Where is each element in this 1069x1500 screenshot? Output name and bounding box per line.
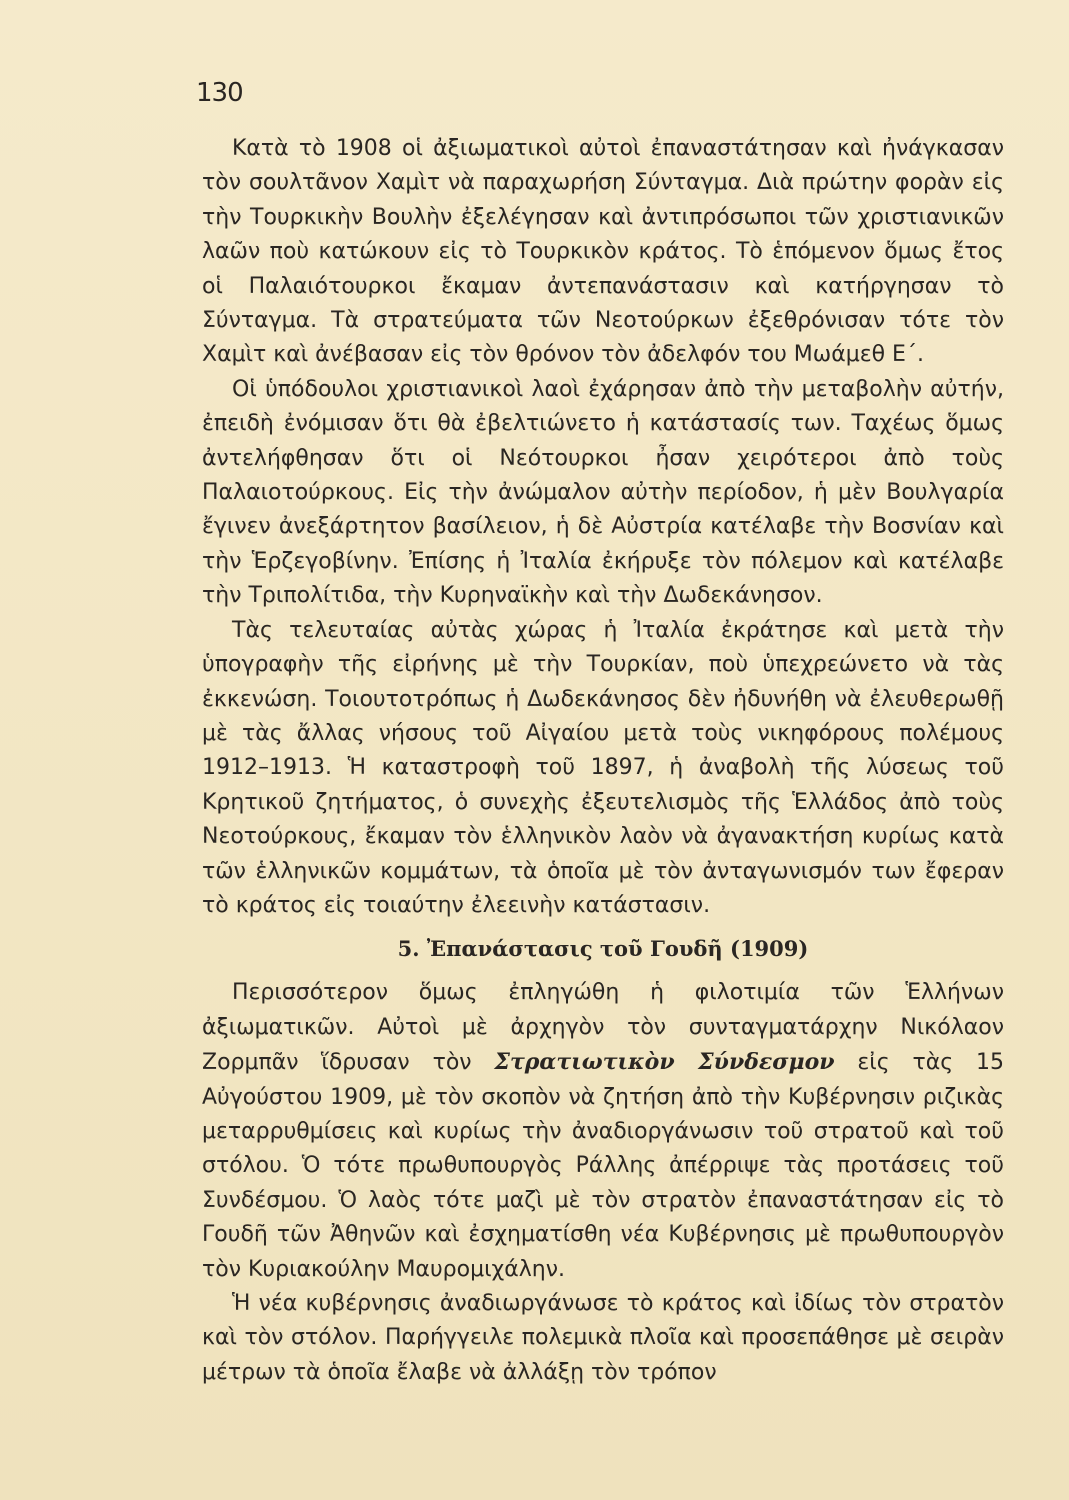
emphasized-term: Στρατιωτικὸν Σύνδεσμον bbox=[494, 1049, 835, 1076]
page-number: 130 bbox=[196, 78, 243, 108]
paragraph-4-start: Περισσότερον ὅμως ἐπληγώθη ἡ φιλοτιμία τῶν Ἑλλήνων ἀξιωματικῶν. Αὐτοὶ μὲ ἀρχηγὸν τὸν συνταγματάρχην Νικόλαον Ζορμπᾶν ἵδρυσαν τὸν bbox=[202, 980, 1004, 1076]
paragraph-4 bbox=[202, 976, 1004, 1287]
page-body bbox=[202, 132, 1004, 1390]
paragraph-2: Οἱ ὑπόδουλοι χριστιανικοὶ λαοὶ ἐχάρησαν ἀπὸ τὴν μεταβολὴν αὐτήν, ἐπειδὴ ἐνόμισαν ὅτι θὰ ἐβελτιώνετο ἡ κατάστασίς των. Ταχέως ὅμως ἀντελήφθησαν ὅτι οἱ Νεότουρκοι ἦσαν χειρότεροι ἀπὸ τοὺς Παλαιοτούρκους. Εἰς τὴν ἀνώμαλον αὐτὴν περίοδον, ἡ μὲν Βουλγαρία ἔγινεν ἀνεξάρτητον βασίλειον, ἡ δὲ Αὐστρία κατέλαβε τὴν Βοσνίαν καὶ τὴν Ἑρζεγοβίνην. Ἐπίσης ἡ Ἰταλία ἐκήρυξε τὸν πόλεμον καὶ κατέλαβε τὴν Τριπολίτιδα, τὴν Κυρηναϊκὴν καὶ τὴν Δωδεκάνησον. bbox=[202, 376, 1004, 609]
paragraph-1: Κατὰ τὸ 1908 οἱ ἀξιωματικοὶ αὐτοὶ ἐπαναστάτησαν καὶ ἠνάγκασαν τὸν σουλτᾶνον Χαμὶτ νὰ παραχωρήση Σύνταγμα. Διὰ πρώτην φορὰν εἰς τὴν Τουρκικὴν Βουλὴν ἐξελέγησαν καὶ ἀντιπρόσωποι τῶν χριστιανικῶν λαῶν ποὺ κατώκουν εἰς τὸ Τουρκικὸν κράτος. Τὸ ἑπόμενον ὅμως ἔτος οἱ Παλαιότουρκοι ἔκαμαν ἀντεπανάστασιν καὶ κατήργησαν τὸ Σύνταγμα. Τὰ στρατεύματα τῶν Νεοτούρκων ἐξεθρόνισαν τότε τὸν Χαμὶτ καὶ ἀνέβασαν εἰς τὸν θρόνον τὸν ἀδελφόν του Μωάμεθ Ε΄. bbox=[202, 136, 1004, 368]
section-heading: 5. Ἐπανάστασις τοῦ Γουδῆ (1909) bbox=[397, 936, 809, 962]
paragraph-5: Ἡ νέα κυβέρνησις ἀναδιωργάνωσε τὸ κράτος καὶ ἰδίως τὸν στρατὸν καὶ τὸν στόλον. Παρήγγειλε πολεμικὰ πλοῖα καὶ προσεπάθησε μὲ σειρὰν μέτρων τὰ ὁποῖα ἔλαβε νὰ ἀλλάξῃ τὸν τρόπον bbox=[202, 1291, 1004, 1385]
paragraph-3: Τὰς τελευταίας αὐτὰς χώρας ἡ Ἰταλία ἐκράτησε καὶ μετὰ τὴν ὑπογραφὴν τῆς εἰρήνης μὲ τὴν Τουρκίαν, ποὺ ὑπεχρεώνετο νὰ τὰς ἐκκενώση. Τοιουτοτρόπως ἡ Δωδεκάνησος δὲν ἠδυνήθη νὰ ἐλευθερωθῇ μὲ τὰς ἄλλας νήσους τοῦ Αἰγαίου μετὰ τοὺς νικηφόρους πολέμους 1912–1913. Ἡ καταστροφὴ τοῦ 1897, ἡ ἀναβολὴ τῆς λύσεως τοῦ Κρητικοῦ ζητήματος, ὁ συνεχὴς ἐξευτελισμὸς τῆς Ἑλλάδος ἀπὸ τοὺς Νεοτούρκους, ἔκαμαν τὸν ἑλληνικὸν λαὸν νὰ ἀγανακτήση κυρίως κατὰ τῶν ἑλληνικῶν κομμάτων, τὰ ὁποῖα μὲ τὸν ἀνταγωνισμόν των ἔφεραν τὸ κράτος εἰς τοιαύτην ἐλεεινὴν κατάστασιν. bbox=[202, 617, 1004, 918]
paragraph-4-end: εἰς τὰς 15 Αὐγούστου 1909, μὲ τὸν σκοπὸν νὰ ζητήση ἀπὸ τὴν Κυβέρνησιν ριζικὰς μεταρρυθμίσεις καὶ κυρίως τὴν ἀναδιοργάνωσιν τοῦ στρατοῦ καὶ τοῦ στόλου. Ὁ τότε πρωθυπουργὸς Ράλλης ἀπέρριψε τὰς προτάσεις τοῦ Συνδέσμου. Ὁ λαὸς τότε μαζὶ μὲ τὸν στρατὸν ἐπαναστάτησαν εἰς τὸ Γουδῆ τῶν Ἀθηνῶν καὶ ἐσχηματίσθη νέα Κυβέρνησις μὲ πρωθυπουργὸν τὸν Κυριακούλην Μαυρομιχάλην. bbox=[202, 1050, 1004, 1282]
